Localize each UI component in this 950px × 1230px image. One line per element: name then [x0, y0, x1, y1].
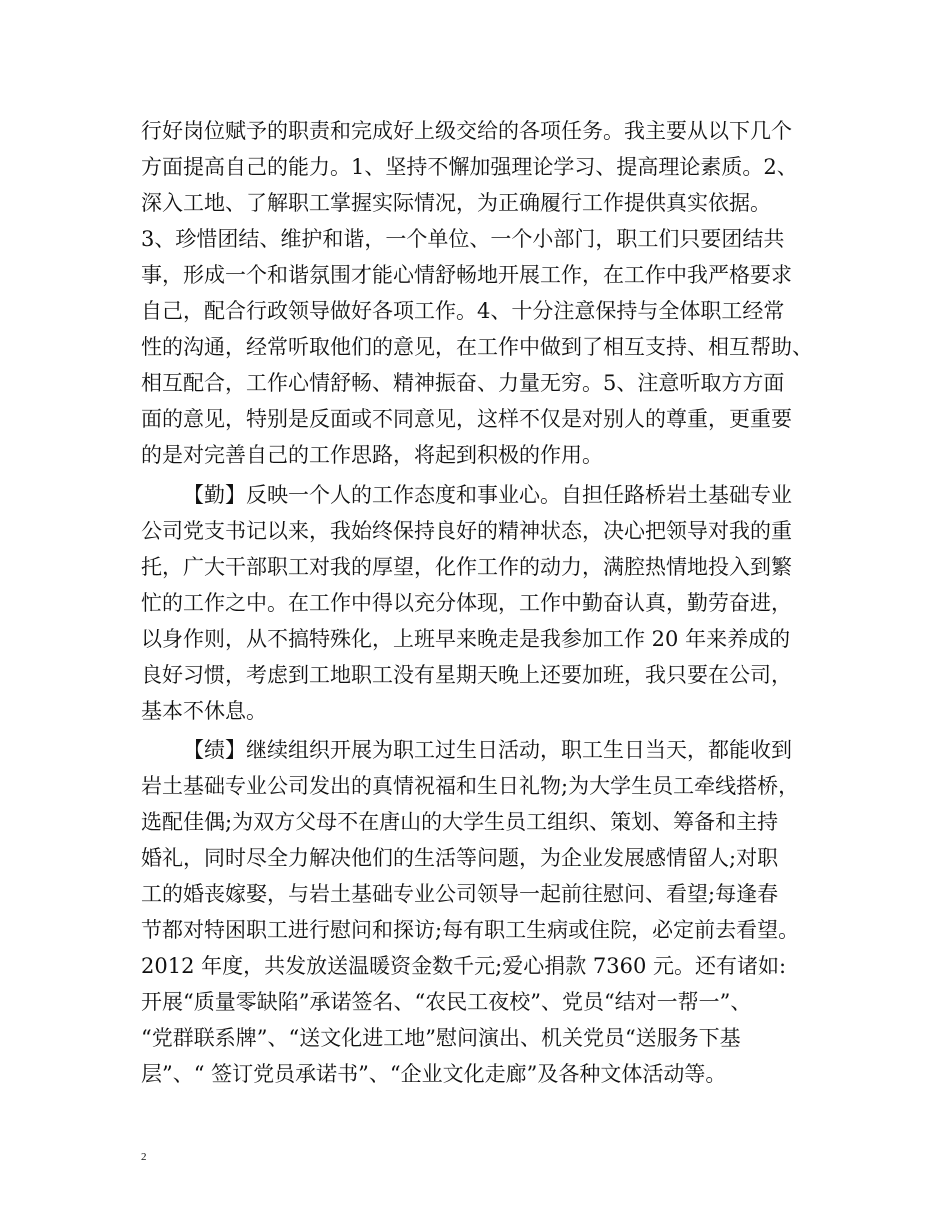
text-line: 托，广大干部职工对我的厚望，化作工作的动力，满腔热情地投入到繁	[141, 555, 792, 579]
text-line: 基本不休息。	[141, 699, 267, 723]
text-line: 的是对完善自己的工作思路，将起到积极的作用。	[141, 443, 603, 467]
text-line: 良好习惯，考虑到工地职工没有星期天晚上还要加班，我只要在公司，	[141, 663, 792, 687]
text-line: 婚礼，同时尽全力解决他们的生活等问题，为企业发展感情留人;对职	[141, 846, 779, 870]
text-line: 性的沟通，经常听取他们的意见，在工作中做到了相互支持、相互帮助、	[141, 335, 813, 359]
text-line: 相互配合，工作心情舒畅、精神振奋、力量无穷。5、注意听取方方面	[141, 371, 785, 395]
text-line: 忙的工作之中。在工作中得以充分体现，工作中勤奋认真，勤劳奋进，	[141, 591, 792, 615]
text-line: 2012 年度，共发放送温暖资金数千元;爱心捐款 7360 元。还有诸如:	[141, 954, 787, 978]
text-line: 方面提高自己的能力。1、坚持不懈加强理论学习、提高理论素质。2、	[141, 155, 798, 179]
text-line: 选配佳偶;为双方父母不在唐山的大学生员工组织、策划、筹备和主持	[141, 810, 779, 834]
text-line: 3、珍惜团结、维护和谐，一个单位、一个小部门，职工们只要团结共	[141, 227, 785, 251]
text-line: 节都对特困职工进行慰问和探访;每有职工生病或住院，必定前去看望。	[141, 918, 800, 942]
text-line: 工的婚丧嫁娶，与岩土基础专业公司领导一起前往慰问、看望;每逢春	[141, 882, 779, 906]
text-line: 自己，配合行政领导做好各项工作。4、十分注意保持与全体职工经常	[141, 299, 785, 323]
text-line: 【勤】反映一个人的工作态度和事业心。自担任路桥岩土基础专业	[183, 483, 792, 507]
text-line: 面的意见，特别是反面或不同意见，这样不仅是对别人的尊重，更重要	[141, 407, 792, 431]
text-line: 岩土基础专业公司发出的真情祝福和生日礼物;为大学生员工牵线搭桥，	[141, 774, 800, 798]
text-line: 以身作则，从不搞特殊化，上班早来晚走是我参加工作 20 年来养成的	[141, 627, 791, 651]
text-line: 公司党支书记以来，我始终保持良好的精神状态，决心把领导对我的重	[141, 519, 792, 543]
text-line: 开展“质量零缺陷”承诺签名、“农民工夜校”、党员“结对一帮一”、	[141, 990, 752, 1014]
text-line: 深入工地、了解职工掌握实际情况，为正确履行工作提供真实依据。	[141, 191, 771, 215]
page-number: 2	[141, 1151, 147, 1163]
text-line: 事，形成一个和谐氛围才能心情舒畅地开展工作，在工作中我严格要求	[141, 263, 792, 287]
text-line: “党群联系牌”、“送文化进工地”慰问演出、机关党员“送服务下基	[141, 1026, 741, 1050]
text-line: 【绩】继续组织开展为职工过生日活动，职工生日当天，都能收到	[183, 738, 792, 762]
text-line: 行好岗位赋予的职责和完成好上级交给的各项任务。我主要从以下几个	[141, 119, 792, 143]
text-line: 层”、“ 签订党员承诺书”、“企业文化走廊”及各种文体活动等。	[141, 1062, 727, 1086]
